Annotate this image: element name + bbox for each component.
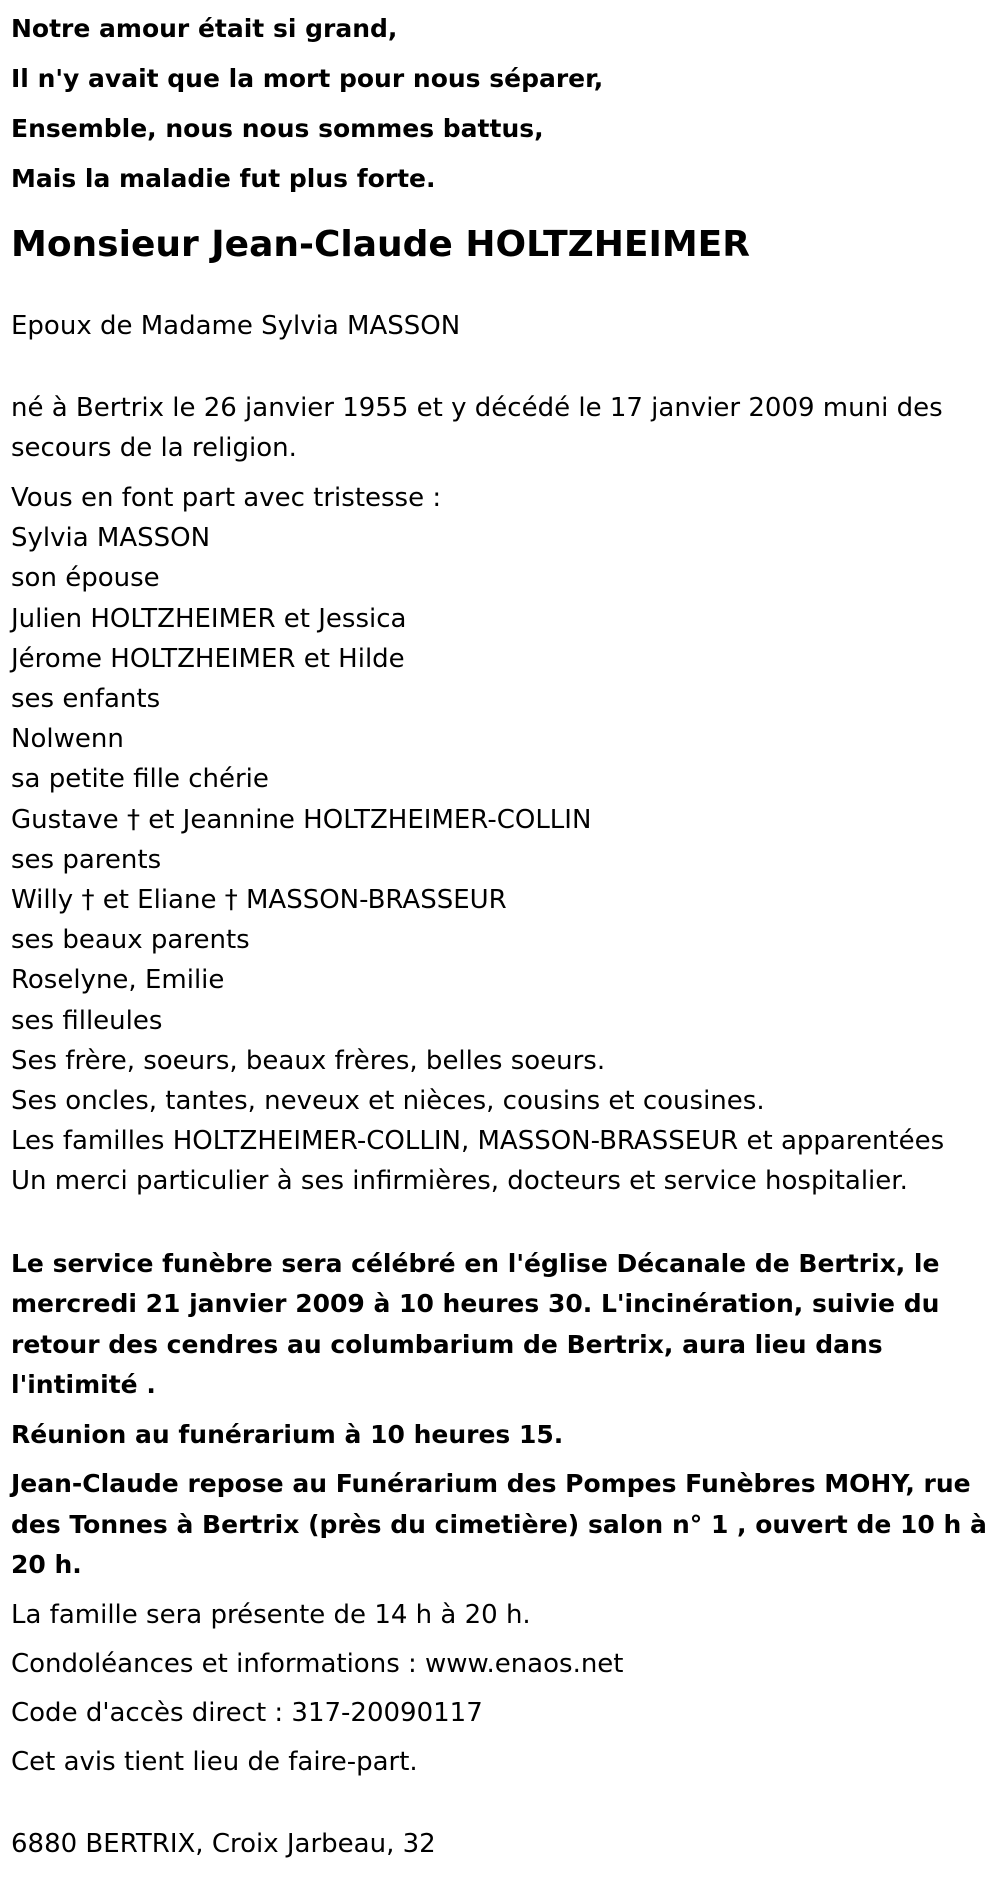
- poem-line-4: Mais la maladie fut plus forte.: [11, 164, 436, 193]
- announcement-line: son épouse: [11, 563, 160, 594]
- announcement-line: Julien HOLTZHEIMER et Jessica: [11, 603, 407, 634]
- poem-line-1: Notre amour était si grand,: [11, 14, 398, 43]
- notice-text: Cet avis tient lieu de faire-part.: [11, 1746, 418, 1777]
- announcement-line: Ses oncles, tantes, neveux et nièces, cousins et cousines.: [11, 1086, 765, 1117]
- access-code-text: Code d'accès direct : 317-20090117: [11, 1697, 483, 1728]
- announcement-line: Un merci particulier à ses infirmières, docteurs et service hospitalier.: [11, 1166, 908, 1197]
- announcement-line: Ses frère, soeurs, beaux frères, belles soeurs.: [11, 1045, 606, 1076]
- announcement-line: ses enfants: [11, 684, 161, 715]
- announcement-line: Les familles HOLTZHEIMER-COLLIN, MASSON-BRASSEUR et apparentées: [11, 1126, 945, 1157]
- announcement-line: ses beaux parents: [11, 925, 250, 956]
- spouse-line: Epoux de Madame Sylvia MASSON: [11, 311, 461, 341]
- announcement-line: Gustave † et Jeannine HOLTZHEIMER-COLLIN: [11, 804, 592, 835]
- announcement-line: Jérome HOLTZHEIMER et Hilde: [11, 643, 405, 674]
- poem: [11, 0, 1000, 204]
- poem-line-2: Il n'y avait que la mort pour nous séparer,: [11, 64, 604, 93]
- announcement: [11, 478, 1000, 1202]
- meeting-text: Réunion au funérarium à 10 heures 15.: [11, 1419, 564, 1449]
- condolences-text: Condoléances et informations : www.enaos.net: [11, 1648, 624, 1679]
- announcement-line: Nolwenn: [11, 724, 124, 755]
- birth-death-line: né à Bertrix le 26 janvier 1955 et y décédé le 17 janvier 2009 muni des secours de la religion.: [11, 393, 943, 463]
- announcement-intro: Vous en font part avec tristesse :: [11, 483, 442, 513]
- announcement-line: Willy † et Eliane † MASSON-BRASSEUR: [11, 885, 507, 916]
- announcement-line: Roselyne, Emilie: [11, 965, 225, 996]
- announcement-line: sa petite fille chérie: [11, 764, 269, 795]
- announcement-line: ses filleules: [11, 1005, 163, 1036]
- announcement-line: ses parents: [11, 844, 162, 875]
- deceased-name: Monsieur Jean-Claude HOLTZHEIMER: [11, 224, 750, 265]
- repose-text: Jean-Claude repose au Funérarium des Pompes Funèbres MOHY, rue des Tonnes à Bertrix (près du cimetière) salon n° 1 , ouvert de 10 h à 20 h.: [11, 1469, 987, 1580]
- family-presence-text: La famille sera présente de 14 h à 20 h.: [11, 1599, 531, 1630]
- address-text: 6880 BERTRIX, Croix Jarbeau, 32: [11, 1828, 436, 1859]
- funeral-service-text: Le service funèbre sera célébré en l'église Décanale de Bertrix, le mercredi 21 janvier 2009 à 10 heures 30. L'incinération, suivie du retour des cendres au columbarium de Bertrix, aura lieu dans l'intimité .: [11, 1248, 940, 1400]
- announcement-line: Sylvia MASSON: [11, 523, 211, 554]
- poem-line-3: Ensemble, nous nous sommes battus,: [11, 114, 544, 143]
